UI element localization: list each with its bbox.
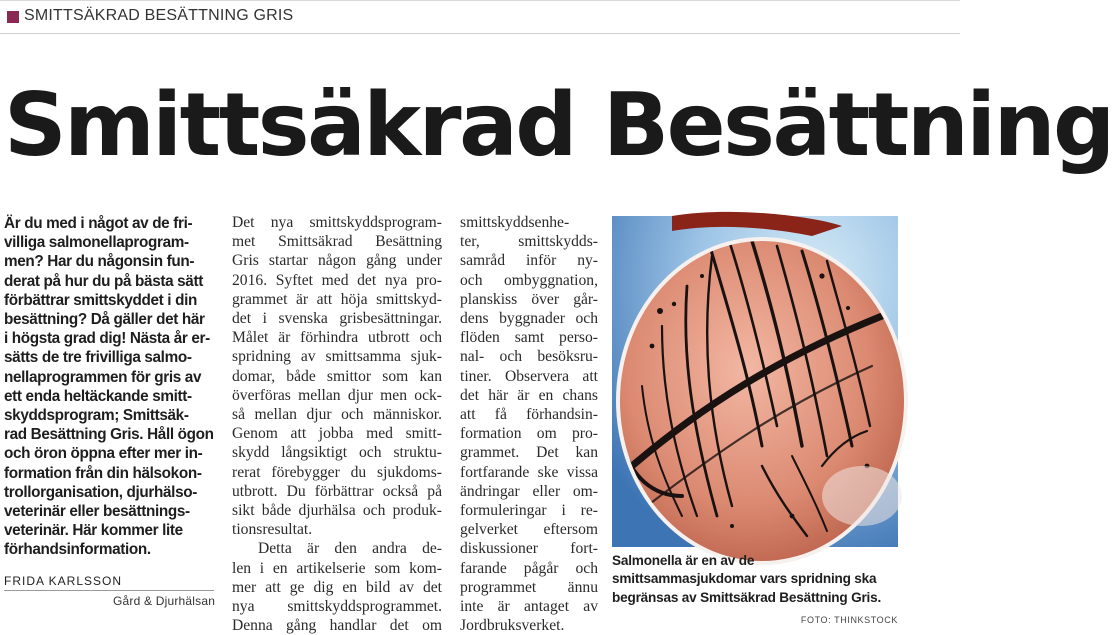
ingress-line: nellaprogrammen för gris av <box>4 368 202 386</box>
section-label: SMITTSÄKRAD BESÄTTNING GRIS <box>24 7 294 24</box>
body-line: spridning av smittsamma sjuk- <box>232 348 442 366</box>
body-line: nya smittskyddsprogrammet. <box>232 598 442 616</box>
body-line: mer att ge dig en bild av det <box>232 578 442 596</box>
body-line: formation om pro- <box>460 425 598 443</box>
body-line: formuleringar i re- <box>460 502 598 520</box>
body-line: utbrott. Du förbättrar också på <box>232 482 442 500</box>
body-line: nal- och besöksru- <box>460 348 598 366</box>
byline-organization: Gård & Djurhälsan <box>113 594 216 608</box>
ingress-line: veterinär eller besättnings- <box>4 503 190 521</box>
body-line: smittskyddsenhe- <box>460 214 570 231</box>
body-line: det här är en chans <box>460 386 598 404</box>
body-column-2 <box>460 213 598 635</box>
body-line: 2016. Syftet med det nya pro- <box>232 271 442 289</box>
ingress-line: trollorganisation, djurhälso- <box>4 483 197 501</box>
ingress-line: derat på hur du på bästa sätt <box>4 272 203 290</box>
byline-author: FRIDA KARLSSON <box>4 574 123 588</box>
ingress-line: förbättrar smittskyddet i din <box>4 291 197 309</box>
body-line: grammet är att höja smittskyd- <box>232 290 442 308</box>
ingress-line: veterinär. Här kommer lite <box>4 522 183 540</box>
ingress-line: förhandsinformation. <box>4 541 151 559</box>
photo-caption <box>612 552 912 607</box>
ingress-line: besättning? Då gäller det här <box>4 311 205 329</box>
ingress-line: i högsta grad dig! Nästa år er- <box>4 330 210 348</box>
body-line: domar, både smittor som kan <box>232 367 442 385</box>
section-header <box>0 0 960 34</box>
body-line: planskiss över går- <box>460 290 598 308</box>
body-line: överföras mellan djur men ock- <box>232 386 442 404</box>
body-line: gelverket eftersom <box>460 521 598 539</box>
body-line: så mellan djur och människor. <box>232 406 442 424</box>
body-line: programmet ännu <box>460 578 598 596</box>
byline-divider <box>4 590 214 591</box>
body-column-1 <box>232 213 442 635</box>
body-line: sikt både djurhälsa och produk- <box>232 502 442 520</box>
body-line: Det nya smittskyddsprogram- <box>232 214 442 231</box>
body-line: Detta är den andra de- <box>258 540 442 558</box>
body-line: och ombyggnation, <box>460 271 598 289</box>
petri-dish-icon <box>612 216 898 547</box>
body-line: tiner. Observera att <box>460 367 598 385</box>
body-line: tionsresultat. <box>232 521 313 539</box>
body-line: dens byggnader och <box>460 310 598 328</box>
body-line: ter, smittskydds- <box>460 233 598 251</box>
ingress-line: men? Har du någonsin fun- <box>4 253 195 271</box>
body-line: len i en artikelserie som kom- <box>232 559 442 577</box>
ingress-line: rad Besättning Gris. Håll ögon <box>4 426 214 444</box>
ingress-line: sätts de tre frivilliga salmo- <box>4 349 192 367</box>
caption-line: begränsas av Smittsäkrad Besättning Gris. <box>612 589 882 605</box>
body-line: inte är antaget av <box>460 598 598 616</box>
body-line: Gris startar någon gång under <box>232 252 442 270</box>
caption-line: Salmonella är en av de <box>612 553 755 568</box>
body-line: rerat förebygger du sjukdoms- <box>232 463 442 481</box>
ingress-line: Är du med i något av de fri- <box>4 215 193 232</box>
body-line: met Smittsäkrad Besättning <box>232 233 442 251</box>
body-line: farande pågår och <box>460 559 598 577</box>
body-line: ändringar eller om- <box>460 482 598 500</box>
ingress-line: ett enda heltäckande smitt- <box>4 387 192 405</box>
body-line: att få förhandsin- <box>460 406 598 424</box>
body-line: Genom att jobba med smitt- <box>232 425 442 443</box>
body-line: det i svenska grisbesättningar. <box>232 310 442 328</box>
body-line: skydd långsiktigt och struktu- <box>232 444 442 462</box>
ingress-line: skyddsprogram; Smittsäk- <box>4 407 189 425</box>
body-line: fortfarande ske vissa <box>460 463 598 481</box>
body-line: flöden samt perso- <box>460 329 598 347</box>
ingress-line: formation från din hälsokon- <box>4 464 202 482</box>
section-marker <box>7 11 19 23</box>
ingress-line: villiga salmonellaprogram- <box>4 234 189 252</box>
caption-line: smittsammasjukdomar vars spridning ska <box>612 571 877 587</box>
body-line: samråd inför ny- <box>460 252 598 270</box>
body-line: Denna gång handlar det om <box>232 617 442 635</box>
photo-credit: FOTO: THINKSTOCK <box>800 615 898 625</box>
article-headline: Smittsäkrad Besättning <box>4 74 1113 176</box>
body-line: Målet är förhindra utbrott och <box>232 329 442 347</box>
article-photo <box>612 216 898 547</box>
body-line: Jordbruksverket. <box>460 617 565 635</box>
ingress-line: och öron öppna efter mer in- <box>4 445 203 463</box>
body-line: diskussioner fort- <box>460 540 598 558</box>
body-line: grammet. Det kan <box>460 444 598 462</box>
article-ingress <box>4 214 216 560</box>
